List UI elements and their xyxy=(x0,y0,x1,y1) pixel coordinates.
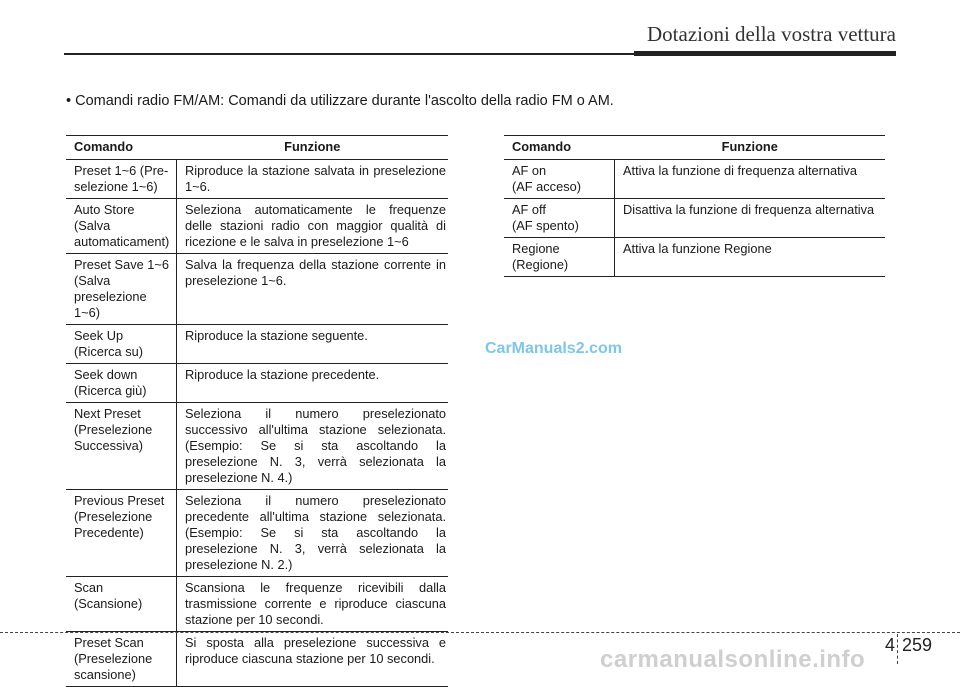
function-cell: Attiva la funzione di frequenza alternativa xyxy=(615,160,886,199)
table-row xyxy=(66,325,448,364)
af-controls-table xyxy=(504,135,885,277)
command-cell: AF off (AF spento) xyxy=(504,199,615,238)
function-cell: Riproduce la stazione seguente. xyxy=(177,325,449,364)
function-cell: Attiva la funzione Regione xyxy=(615,238,886,277)
table-header-row xyxy=(66,136,448,160)
function-cell: Disattiva la funzione di frequenza alternativa xyxy=(615,199,886,238)
table-row xyxy=(504,238,885,277)
page-number: 259 xyxy=(902,635,933,655)
function-cell: Seleziona il numero preselezionato successivo all'ultima stazione selezionata. (Esempio: Se si sta ascoltando la preselezione N. 3, verrà selezionata la preselezione N. 4.) xyxy=(177,403,449,490)
page-header-title: Dotazioni della vostra vettura xyxy=(647,22,896,46)
table-row xyxy=(66,254,448,325)
intro-bullet: • Comandi radio FM/AM: Comandi da utilizzare durante l'ascolto della radio FM o AM. xyxy=(66,93,614,109)
command-cell: Regione (Regione) xyxy=(504,238,615,277)
function-cell: Salva la frequenza della stazione corrente in preselezione 1~6. xyxy=(177,254,449,325)
table-row xyxy=(66,577,448,632)
chapter-number: 4 xyxy=(885,635,896,655)
command-cell: Auto Store (Salva automaticament) xyxy=(66,199,177,254)
page-separator xyxy=(897,634,898,664)
table-row xyxy=(66,403,448,490)
command-cell: Previous Preset (Preselezione Precedente) xyxy=(66,490,177,577)
table-row xyxy=(504,199,885,238)
table-row xyxy=(66,199,448,254)
column-header-function: Funzione xyxy=(177,136,449,160)
function-cell: Seleziona automaticamente le frequenze delle stazioni radio con maggior qualità di ricezione e le salva in preselezione 1~6 xyxy=(177,199,449,254)
table-row xyxy=(66,632,448,687)
command-cell: Preset 1~6 (Pre- selezione 1~6) xyxy=(66,160,177,199)
command-cell: Next Preset (Preselezione Successiva) xyxy=(66,403,177,490)
table-row xyxy=(504,160,885,199)
column-header-function: Funzione xyxy=(615,136,886,160)
column-header-command: Comando xyxy=(66,136,177,160)
command-cell: Preset Save 1~6 (Salva preselezione 1~6) xyxy=(66,254,177,325)
table-row xyxy=(66,160,448,199)
watermark-carmanuals2: CarManuals2.com xyxy=(485,340,622,357)
table-header-row xyxy=(504,136,885,160)
command-cell: Seek Up (Ricerca su) xyxy=(66,325,177,364)
function-cell: Seleziona il numero preselezionato precedente all'ultima stazione selezionata. (Esempio: Se si sta ascoltando la preselezione N. 3, verrà selezionata la preselezione N. 2.) xyxy=(177,490,449,577)
footer-watermark: carmanualsonline.info xyxy=(600,646,866,673)
command-cell: Scan (Scansione) xyxy=(66,577,177,632)
function-cell: Riproduce la stazione precedente. xyxy=(177,364,449,403)
command-cell: Preset Scan (Preselezione scansione) xyxy=(66,632,177,687)
table-row xyxy=(66,364,448,403)
command-cell: AF on (AF acceso) xyxy=(504,160,615,199)
fm-am-controls-table xyxy=(66,135,448,687)
function-cell: Si sposta alla preselezione successiva e riproduce ciascuna stazione per 10 secondi. xyxy=(177,632,449,687)
function-cell: Riproduce la stazione salvata in preselezione 1~6. xyxy=(177,160,449,199)
table-row xyxy=(66,490,448,577)
footer-rule xyxy=(0,632,960,633)
header-rule-accent xyxy=(634,51,896,56)
function-cell: Scansiona le frequenze ricevibili dalla trasmissione corrente e riproduce ciascuna stazione per 10 secondi. xyxy=(177,577,449,632)
command-cell: Seek down (Ricerca giù) xyxy=(66,364,177,403)
column-header-command: Comando xyxy=(504,136,615,160)
